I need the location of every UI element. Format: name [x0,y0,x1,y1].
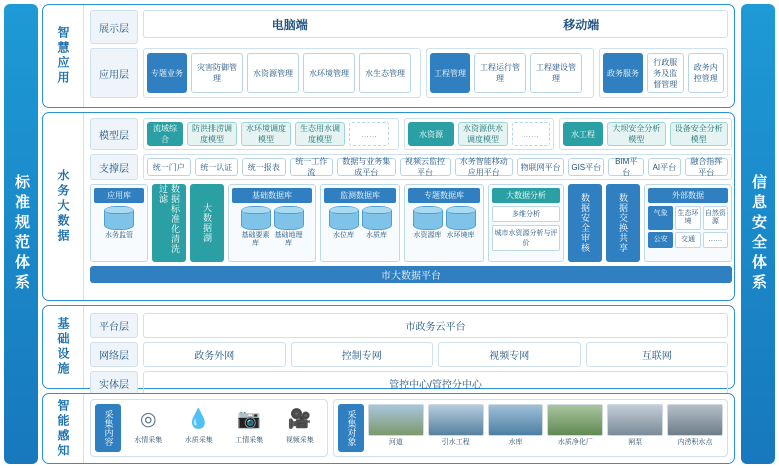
cylinder-water-env-db[interactable] [446,206,476,240]
video-icon: 🎥 [287,409,312,430]
analysis-multi-dim[interactable]: 多维分析 [492,206,560,222]
cylinder-icon [329,206,359,230]
model-layer-row [90,118,732,150]
panel-topic-database [404,184,484,262]
object-label: 水库 [508,439,523,446]
device-label: 视频采集 [285,437,314,444]
support-unified-portal[interactable]: 统一门户 [147,158,191,176]
cylinder-label: 水质库 [366,232,387,239]
main-column [42,4,735,464]
perception-object-col [333,399,728,457]
cylinder-water-level[interactable] [329,206,359,240]
object-label: 引水工程 [441,439,470,446]
data-exchange-share-label: 数据交换共享 [618,193,628,253]
infra-internet[interactable]: 互联网 [586,342,729,367]
band-smart-application [42,4,735,108]
application-layer-label: 应用层 [90,48,138,98]
cylinder-label: 水位库 [333,232,354,239]
support-layer-label: 支撑层 [90,154,138,180]
app-engineering-operation[interactable]: 工程运行管理 [474,53,526,93]
model-group-basin [143,118,399,150]
external-data-grid [648,206,728,248]
display-item-mobile[interactable]: 移动端 [563,17,600,32]
support-unified-workflow[interactable]: 统一工作流 [290,158,334,176]
object-label: 河道 [388,439,403,446]
support-gis-platform[interactable]: GIS平台 [568,158,604,176]
support-ai-platform[interactable]: AI平台 [648,158,680,176]
app-engineering-construction[interactable]: 工程建设管理 [530,53,582,93]
sensor-icon: ◎ [139,408,157,430]
analysis-city-water[interactable]: 城市水资源分析与评价 [492,225,560,251]
perception-content-col [90,399,328,457]
group-topic-business-head[interactable]: 专题业务 [147,53,187,93]
model-dam-safety[interactable]: 大坝安全分析模型 [607,122,666,146]
external-transportation[interactable]: 交通 [675,232,700,248]
display-layer-box [143,10,728,38]
analysis-city-water-row [492,225,560,251]
city-big-data-platform-bar[interactable]: 市大数据平台 [90,266,732,283]
band-water-big-data [42,112,735,301]
external-natural-resource[interactable]: 自然资源 [703,206,728,230]
infra-cloud-platform[interactable]: 市政务云平台 [143,313,728,338]
device-video[interactable] [277,404,324,452]
band-infrastructure [42,305,735,389]
infra-network-row [90,342,728,367]
cylinder-base-geo[interactable] [274,206,304,248]
cylinder-icon [446,206,476,230]
cylinder-icon [362,206,392,230]
object-waterlogging-point[interactable] [667,404,723,452]
panel-monitor-database-cap: 监测数据库 [324,188,396,203]
app-water-ecology[interactable]: 水生态管理 [359,53,411,93]
band-perception [42,393,735,464]
gate-pump-photo [607,404,663,436]
external-public-security[interactable]: 公安 [648,232,673,248]
cylinder-icon [413,206,443,230]
band-smart-application-body [84,5,734,107]
data-lake-strip[interactable] [190,184,224,262]
etl-strip[interactable] [152,184,186,262]
model-equipment-safety[interactable]: 设备安全分析模型 [670,122,729,146]
band-water-big-data-body [84,113,738,300]
cylinder-water-supervision[interactable] [104,206,134,240]
object-water-plant[interactable] [547,404,603,452]
right-vertical-band-label: 信息安全体系 [750,174,767,294]
external-eco-environment[interactable]: 生态环境 [675,206,700,230]
model-flood-control[interactable]: 防洪排涝调度模型 [187,122,237,146]
waterlogging-photo [667,404,723,436]
app-water-environment[interactable]: 水环境管理 [303,53,355,93]
support-smart-mobile-platform[interactable]: 水务智能移动应用平台 [455,158,514,176]
river-photo [368,404,424,436]
analysis-multi-dim-row [492,206,560,222]
model-water-resource-more[interactable]: …… [512,122,550,146]
water-quality-icon: 💧 [186,409,211,430]
band-water-big-data-title: 水务大数据 [43,113,84,300]
external-more[interactable]: …… [703,232,728,248]
model-group-water-project-head[interactable]: 水工程 [563,122,603,146]
cylinder-label: 水务监管 [105,232,133,239]
cylinder-icon [241,206,271,230]
application-layer-row [90,48,728,98]
infra-network-boxes [143,342,728,367]
object-river[interactable] [368,404,424,452]
support-fusion-command-platform[interactable]: 融合指挥平台 [685,158,729,176]
application-groups [143,48,728,98]
cylinder-water-resource-db[interactable] [413,206,443,240]
model-group-basin-head[interactable]: 流域综合 [147,122,183,146]
cylinder-label: 基础要素库 [241,232,270,247]
support-layer-row [90,154,732,180]
cylinder-label: 水环境库 [446,232,475,239]
data-exchange-share-strip[interactable] [606,184,640,262]
infra-platform-row [90,313,728,338]
infra-control-network[interactable]: 控制专网 [291,342,434,367]
support-data-business-integration[interactable]: 数据与业务集成平台 [337,158,396,176]
topic-db-cylinders [408,206,480,240]
app-admin-service-supervision[interactable]: 行政服务及监督管理 [647,53,684,93]
panel-big-data-analysis [488,184,564,262]
perception-columns [90,399,728,457]
group-engineering-head[interactable]: 工程管理 [430,53,470,93]
cylinder-icon [274,206,304,230]
band-infrastructure-title: 基础设施 [43,306,84,388]
panel-base-database-cap: 基础数据库 [232,188,312,203]
model-water-supply-dispatch[interactable]: 水资源供水调度模型 [458,122,508,146]
cylinder-label: 基础地理库 [274,232,303,247]
panel-external-data-cap: 外部数据 [648,188,728,203]
object-reservoir[interactable] [488,404,544,452]
monitor-db-cylinders [324,206,396,240]
data-security-audit-label: 数据安全审核 [580,193,590,253]
panel-external-data [644,184,732,262]
display-layer-row [90,10,728,44]
support-video-cloud-monitor[interactable]: 视频云监控平台 [400,158,451,176]
perception-object-cap: 采集对象 [338,404,364,452]
group-government-service-head[interactable]: 政务服务 [603,53,643,93]
app-internal-control[interactable]: 政务内控管理 [688,53,725,93]
group-topic-business [143,48,421,98]
band-perception-body [84,394,734,463]
app-disaster-prevention[interactable]: 灾害防御管理 [191,53,243,93]
group-government-service [599,48,728,98]
reservoir-photo [488,404,544,436]
object-label: 水质净化厂 [557,439,593,446]
model-water-env-dispatch[interactable]: 水环境调度模型 [241,122,291,146]
support-layer-box [143,154,732,180]
model-eco-water-dispatch[interactable]: 生态用水调度模型 [295,122,345,146]
support-unified-auth[interactable]: 统一认证 [195,158,239,176]
support-bim-platform[interactable]: BIM平台 [608,158,644,176]
big-data-pipeline [90,184,732,262]
object-label: 内涝积水点 [677,439,713,446]
cylinder-icon [104,206,134,230]
perception-content-cap: 采集内容 [95,404,121,452]
panel-monitor-database [320,184,400,262]
band-infrastructure-body [84,306,734,391]
cylinder-water-quality[interactable] [362,206,392,240]
data-security-audit-strip[interactable] [568,184,602,262]
app-water-resource[interactable]: 水资源管理 [247,53,299,93]
cylinder-label: 水资源库 [413,232,442,239]
object-gate-pump[interactable] [607,404,663,452]
group-engineering [426,48,594,98]
device-water-quality[interactable] [176,404,223,452]
band-smart-application-title: 智慧应用 [43,5,84,107]
display-layer-label: 展示层 [90,10,138,44]
app-store-cylinders [94,206,144,240]
base-db-cylinders [232,206,312,248]
model-group-water-resource [404,118,554,150]
infra-video-network[interactable]: 视频专网 [438,342,581,367]
left-vertical-band [4,4,38,464]
model-groups [143,118,732,150]
device-project-status[interactable] [226,404,273,452]
perception-devices [125,404,323,452]
model-group-water-resource-head[interactable]: 水资源 [408,122,454,146]
right-vertical-band [741,4,775,464]
cylinder-base-element[interactable] [241,206,271,248]
perception-objects [368,404,723,452]
display-item-pc[interactable]: 电脑端 [271,17,308,32]
infra-platform-label: 平台层 [90,313,138,338]
data-lake-label: 大数据湖 [202,203,212,243]
etl-label: 数据标准化清洗过滤 [158,184,180,254]
panel-application-store-cap: 应用库 [94,188,144,203]
panel-topic-database-cap: 专题数据库 [408,188,480,203]
model-layer-label: 模型层 [90,118,138,150]
plant-photo [547,404,603,436]
support-iot-platform[interactable]: 物联网平台 [517,158,564,176]
infra-gov-extranet[interactable]: 政务外网 [143,342,286,367]
model-basin-more[interactable]: …… [349,122,389,146]
infra-control-center[interactable]: 管控中心/管控分中心 [143,371,728,396]
left-vertical-band-label: 标准规范体系 [13,174,30,294]
panel-base-database [228,184,316,262]
panel-big-data-analysis-cap: 大数据分析 [492,188,560,203]
panel-application-store [90,184,148,262]
infra-entity-label: 实体层 [90,371,138,396]
diversion-photo [428,404,484,436]
support-unified-report[interactable]: 统一报表 [242,158,286,176]
object-label: 闸泵 [628,439,643,446]
band-perception-title: 智能感知 [43,394,84,463]
device-label: 工情采集 [235,437,264,444]
device-water-regime[interactable] [125,404,172,452]
device-label: 水情采集 [134,437,163,444]
infra-network-label: 网络层 [90,342,138,367]
object-water-diversion[interactable] [428,404,484,452]
camera-icon: 📷 [237,409,262,430]
external-meteorology[interactable]: 气象 [648,206,673,230]
model-group-water-project [559,118,732,150]
device-label: 水质采集 [184,437,213,444]
